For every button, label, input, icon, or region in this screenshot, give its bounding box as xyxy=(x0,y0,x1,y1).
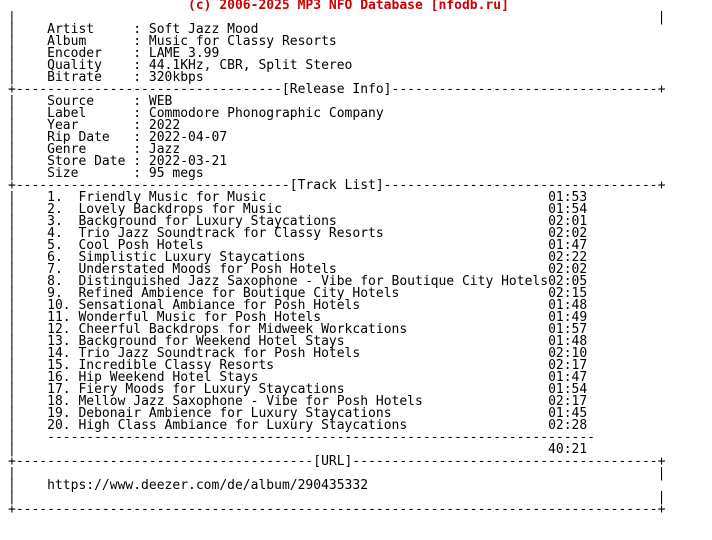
track-title: Wonderful Music for Posh Hotels xyxy=(78,310,549,325)
info-value: 44.1KHz, CBR, Split Stereo xyxy=(148,58,353,73)
release-url: https://www.deezer.com/de/album/290435332 xyxy=(47,478,369,493)
track-time: 01:49 xyxy=(548,310,588,325)
track-title: Cool Posh Hotels xyxy=(78,238,549,253)
track-title: High Class Ambiance for Luxury Staycations xyxy=(78,418,549,433)
release-value: WEB xyxy=(148,94,173,109)
info-label: Album xyxy=(47,34,134,49)
release-value: Commodore Phonographic Company xyxy=(148,106,384,121)
track-title: Mellow Jazz Saxophone - Vibe for Posh Hotels xyxy=(78,394,549,409)
track-number: 5. xyxy=(47,238,79,253)
track-time: 02:02 xyxy=(548,262,588,277)
release-label: Year xyxy=(47,118,134,133)
info-label: Quality xyxy=(47,58,134,73)
track-number: 14. xyxy=(47,346,79,361)
release-label: Label xyxy=(47,106,134,121)
info-label: Artist xyxy=(47,22,134,37)
info-label: Encoder xyxy=(47,46,134,61)
info-value: 320kbps xyxy=(148,70,204,85)
track-number: 4. xyxy=(47,226,79,241)
track-title: Refined Ambience for Boutique City Hotels xyxy=(78,286,549,301)
release-label: Store Date xyxy=(47,154,134,169)
track-time: 01:57 xyxy=(548,322,588,337)
track-title: Trio Jazz Soundtrack for Classy Resorts xyxy=(78,226,549,241)
track-number: 17. xyxy=(47,382,79,397)
track-time: 01:54 xyxy=(548,202,588,217)
nfo-document: (c) 2006-2025 MP3 NFO Database [nfodb.ru] | | | Artist : Soft Jazz Mood | Album : Music for Classy Resorts | Encoder : LAME 3.99 | Quality : 44.1KHz, CBR, Split Stereo | Bitrate : 320kbps +----------------------------------[Release Info]----------------------------------+ | Source : WEB | Label : Commodore Phonographic Company | Year : 2022 | Rip Date : 2022-04-07 | Genre : Jazz | Store Date : 2022-03-21 | Size : 95 megs +-----------------------------------[Track List]-----------------------------------+ | 1. Friendly Music for Music 01:53 | 2. Lovely Backdrops for Music 01:54 | 3. Background for Luxury Staycations 02:01 | 4. Trio Jazz Soundtrack for Classy Resorts 02:02 | 5. Cool Posh Hotels 01:47 | 6. Simplistic Luxury Staycations 02:22 | 7. Understated Moods for Posh Hotels 02:02 | 8. Distinguished Jazz Saxophone - Vibe for Boutique City Hotels02:05 | 9. Refined Ambience for Boutique City Hotels 02:15 | 10. Sensational Ambiance for Posh Hotels 01:48 | 11. Wonderful Music for Posh Hotels 01:49 | 12. Cheerful Backdrops for Midweek Workcations 01:57 | 13. Background for Weekend Hotel Stays 01:48 | 14. Trio Jazz Soundtrack for Posh Hotels 02:10 | 15. Incredible Classy Resorts 02:17 | 16. Hip Weekend Hotel Stays 01:47 | 17. Fiery Moods for Luxury Staycations 01:54 | 18. Mellow Jazz Saxophone - Vibe for Posh Hotels 02:17 | 19. Debonair Ambience for Luxury Staycations 01:45 | 20. High Class Ambiance for Luxury Staycations 02:28 | ---------------------------------------------------------------------- | 40:21 +--------------------------------------[URL]---------------------------------------+ | | | https://www.deezer.com/de/album/290435332 | | +----------------------------------------------------------------------------------+ xyxy=(8,0,666,517)
release-label: Genre xyxy=(47,142,134,157)
track-number: 8. xyxy=(47,274,79,289)
track-number: 1. xyxy=(47,190,79,205)
track-title: Distinguished Jazz Saxophone - Vibe for Boutique City Hotels xyxy=(78,274,549,289)
track-title: Debonair Ambience for Luxury Staycations xyxy=(78,406,549,421)
track-title: Simplistic Luxury Staycations xyxy=(78,250,549,265)
track-title: Background for Weekend Hotel Stays xyxy=(78,334,549,349)
track-number: 7. xyxy=(47,262,79,277)
info-label: Bitrate xyxy=(47,70,134,85)
info-value: LAME 3.99 xyxy=(148,46,220,61)
release-value: Jazz xyxy=(148,142,181,157)
track-time: 02:01 xyxy=(548,214,588,229)
track-time: 01:48 xyxy=(548,298,588,313)
url-divider: +--------------------------------------[URL]---------------------------------------+ xyxy=(8,454,666,469)
release-label: Rip Date xyxy=(47,130,134,145)
track-time: 02:15 xyxy=(548,286,588,301)
info-value: Soft Jazz Mood xyxy=(148,22,259,37)
track-time: 01:47 xyxy=(548,238,588,253)
track-number: 19. xyxy=(47,406,79,421)
track-number: 3. xyxy=(47,214,79,229)
track-number: 20. xyxy=(47,418,79,433)
track-time: 01:54 xyxy=(548,382,588,397)
track-time: 01:48 xyxy=(548,334,588,349)
track-title: Sensational Ambiance for Posh Hotels xyxy=(78,298,549,313)
release-label: Source xyxy=(47,94,134,109)
track-title: Lovely Backdrops for Music xyxy=(78,202,549,217)
track-time: 02:17 xyxy=(548,394,588,409)
track-time: 01:53 xyxy=(548,190,588,205)
track-number: 15. xyxy=(47,358,79,373)
track-time: 02:17 xyxy=(548,358,588,373)
track-time: 02:05 xyxy=(548,274,588,289)
track-divider: +-----------------------------------[Track List]-----------------------------------+ xyxy=(8,178,666,193)
track-number: 10. xyxy=(47,298,79,313)
release-value: 2022-03-21 xyxy=(148,154,228,169)
release-value: 95 megs xyxy=(148,166,204,181)
track-title: Trio Jazz Soundtrack for Posh Hotels xyxy=(78,346,549,361)
track-title: Friendly Music for Music xyxy=(78,190,549,205)
track-title: Background for Luxury Staycations xyxy=(78,214,549,229)
track-number: 13. xyxy=(47,334,79,349)
release-value: 2022 xyxy=(148,118,181,133)
track-title: Cheerful Backdrops for Midweek Workcations xyxy=(78,322,549,337)
info-value: Music for Classy Resorts xyxy=(148,34,337,49)
total-time: 40:21 xyxy=(548,442,588,457)
track-number: 9. xyxy=(47,286,79,301)
track-number: 2. xyxy=(47,202,79,217)
track-time: 02:02 xyxy=(548,226,588,241)
track-number: 16. xyxy=(47,370,79,385)
release-divider: +----------------------------------[Release Info]----------------------------------+ xyxy=(8,82,666,97)
track-time: 02:10 xyxy=(548,346,588,361)
track-title: Incredible Classy Resorts xyxy=(78,358,549,373)
track-number: 11. xyxy=(47,310,79,325)
track-number: 12. xyxy=(47,322,79,337)
track-title: Hip Weekend Hotel Stays xyxy=(78,370,549,385)
track-time: 01:45 xyxy=(548,406,588,421)
release-value: 2022-04-07 xyxy=(148,130,228,145)
track-title: Understated Moods for Posh Hotels xyxy=(78,262,549,277)
track-number: 6. xyxy=(47,250,79,265)
track-number: 18. xyxy=(47,394,79,409)
release-label: Size xyxy=(47,166,134,181)
track-time: 02:28 xyxy=(548,418,588,433)
nfo-header: (c) 2006-2025 MP3 NFO Database [nfodb.ru] xyxy=(188,0,509,13)
track-time: 02:22 xyxy=(548,250,588,265)
track-time: 01:47 xyxy=(548,370,588,385)
track-title: Fiery Moods for Luxury Staycations xyxy=(78,382,549,397)
